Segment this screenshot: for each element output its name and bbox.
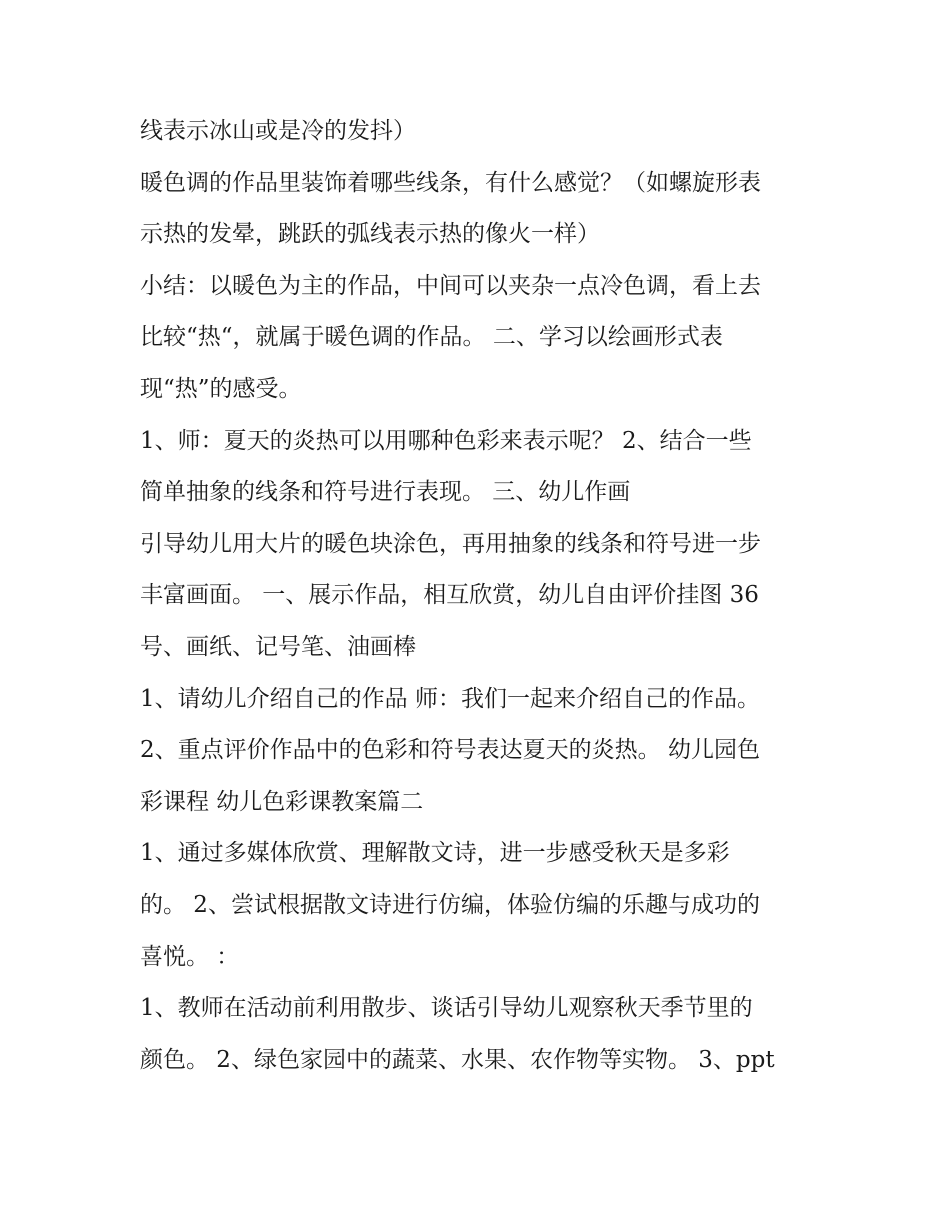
- text-line: 小结：以暖色为主的作品，中间可以夹杂一点冷色调，看上去: [140, 272, 761, 299]
- text-line: 的。 2、尝试根据散文诗进行仿编，体验仿编的乐趣与成功的: [140, 891, 760, 918]
- text-line: 丰富画面。 一、展示作品，相互欣赏，幼儿自由评价挂图 36: [140, 582, 759, 609]
- text-line: 彩课程 幼儿色彩课教案篇二: [140, 788, 424, 815]
- text-line: 2、重点评价作品中的色彩和符号表达夏天的炎热。 幼儿园色: [140, 737, 760, 764]
- text-line: 1、通过多媒体欣赏、理解散文诗，进一步感受秋天是多彩: [140, 840, 730, 867]
- text-line: 1、请幼儿介绍自己的作品 师：我们一起来介绍自己的作品。: [140, 685, 760, 712]
- text-line: 1、师：夏天的炎热可以用哪种色彩来表示呢？ 2、结合一些: [140, 427, 752, 454]
- text-line: 现“热”的感受。: [140, 375, 302, 402]
- text-line: 1、教师在活动前利用散步、谈话引导幼儿观察秋天季节里的: [140, 995, 753, 1022]
- text-line: 线表示冰山或是冷的发抖）: [140, 118, 416, 144]
- text-line: 比较“热“，就属于暖色调的作品。 二、学习以绘画形式表: [140, 324, 723, 351]
- text-line: 引导幼儿用大片的暖色块涂色，再用抽象的线条和符号进一步: [140, 530, 761, 557]
- text-line: 暖色调的作品里装饰着哪些线条，有什么感觉？（如螺旋形表: [140, 169, 761, 196]
- text-line: 简单抽象的线条和符号进行表现。 三、幼儿作画: [140, 479, 631, 506]
- text-line: 颜色。 2、绿色家园中的蔬菜、水果、农作物等实物。 3、ppt: [140, 1046, 775, 1073]
- text-line: 示热的发晕，跳跃的弧线表示热的像火一样）: [140, 221, 600, 248]
- body-text: [140, 106, 820, 1086]
- text-line: 号、画纸、记号笔、油画棒: [140, 633, 416, 660]
- text-line: 喜悦。 ：: [140, 943, 240, 970]
